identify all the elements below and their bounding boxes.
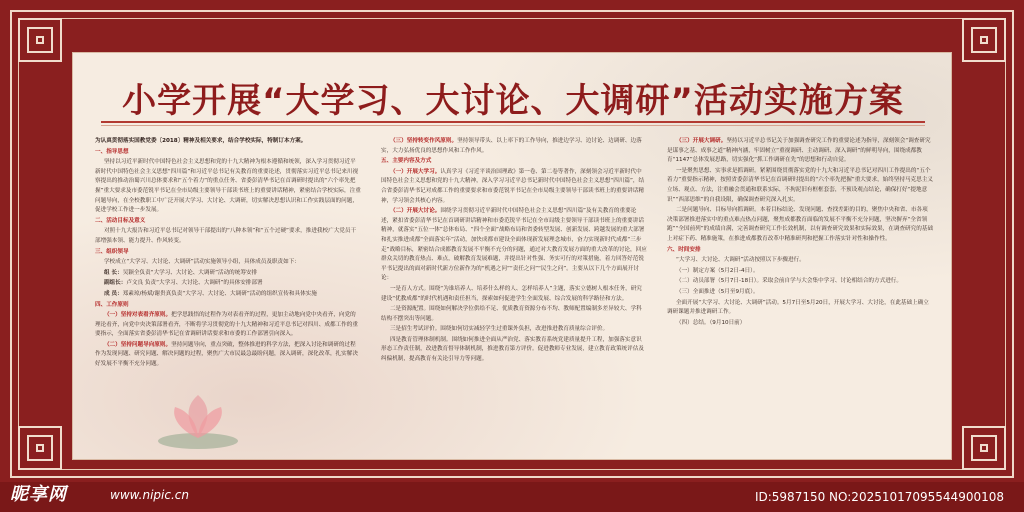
paragraph bbox=[95, 341, 361, 370]
member-label: 成 员： bbox=[103, 290, 123, 297]
section-heading: 三、组织领导 bbox=[95, 248, 129, 255]
sub-heading: （二）开展大讨论。 bbox=[389, 208, 441, 215]
deputy-line bbox=[95, 279, 361, 289]
paragraph-text: 围绕学习贯彻习近平新时代中国特色社会主义思想“四川篇”及有关教育的重要论述，紧扣省委彭清华书记在首调研讲话精神和市委范锐平书记在全市局级主要领导干部读书班上的重要讲话精神，就落实“五位一体”总体布局、“四个全面”战略布局和省委转型发展、创新发展、跨越发展的重大部署和扎实推进成都“全面落实年”活动，加快成都市建设全面体现新发展理念城市，奋力实现新时代成都“三步走”战略目标，紧密结合成都教育发展不平衡不充分的问题，通过对大教育发展方面的重大改革的讨论，回应群众关切的教育热点、难点，破解教育发展难题，并提出针对性强、务实可行的对策措施，着力回答好范锐平书记提出的面对新时代新方位新作为的“机遇之问”“责任之问”“民生之问”。主要从以下几个方面展开讨论： bbox=[381, 208, 647, 282]
section-heading: 二、活动目标及意义 bbox=[95, 217, 146, 224]
title-divider-thin bbox=[101, 125, 925, 126]
paragraph bbox=[95, 311, 361, 340]
leader-label: 组 长： bbox=[103, 269, 123, 276]
paragraph-text: 坚持问题导向，重点突破，整体推进的科学方法，把深入讨论和调研的过程作为发现问题、研究问题、解决问题的过程，聚焦广大市民最急最盼问题，深入调研，深化改革，扎实解决好发展不平衡不充分问题。 bbox=[95, 341, 358, 368]
sub-heading: （二）坚持问题导向原则。 bbox=[103, 341, 172, 348]
section-heading: 四、工作原则 bbox=[95, 301, 129, 308]
member-text: 郑素琼/杨斌/谢贵真负责“大学习、大讨论、大调研”活动的组织宣传和具体实施 bbox=[122, 290, 317, 297]
member-line bbox=[95, 290, 361, 300]
corner-ornament-top-left bbox=[18, 18, 62, 62]
paragraph: 一是聚焦思想、实事求是抓调研。紧紧围绕贯彻落实党的十九大和习近平总书记对四川工作提出的“五个着力”重要指示精神，按照省委彭清华书记在首调研时提出的“六个率先把握”重大要求，始终坚持马克思主义立场、观点、方法，注重融会贯通和联系实际，不拘泥旧有框框套套，不预设观点结论，确保打好“提地意识”“西部思维”的自我设限，确保调查研究深入扎实。 bbox=[667, 167, 933, 203]
paragraph bbox=[667, 137, 933, 166]
section-heading: 一、指导思想 bbox=[95, 148, 129, 155]
paragraph bbox=[381, 207, 647, 284]
deputy-label: 副组长： bbox=[103, 280, 127, 287]
text-column-2 bbox=[381, 137, 647, 453]
corner-ornament-bottom-left bbox=[18, 426, 62, 470]
content-panel bbox=[72, 52, 952, 460]
watermark-logo: 昵享网 bbox=[10, 484, 67, 505]
paragraph: 对照十九大报告和习近平总书记对领导干部提出的“八种本领”和“五个过硬”要求，推进我校广大党员干部增强本领、能力提升、作风转变。 bbox=[95, 228, 357, 244]
paragraph: 三是招生考试评价。围绕如何切实减轻学生过重课外负担，改进推进教育质量综合评价。 bbox=[389, 326, 609, 333]
intro-paragraph: 为认真贯彻落实国教党委〔2018〕精神及相关要求，结合学校实际，特制订本方案。 bbox=[95, 138, 307, 144]
paragraph-text: 坚持以习近平总书记关于加强调查研究工作的重要论述为指导，深刻领会“调查研究是谋事之基、成事之道”精神内涵，牢固树立“重视调研、主动调研、深入调研”的鲜明导向，围绕成都教育“1147”总体发展思路，切实强化“抓工作调研在先”的思想和行动自觉。 bbox=[667, 138, 931, 164]
paragraph: “大学习、大讨论、大调研”活动按照以下步骤进行。 bbox=[675, 257, 805, 264]
paragraph-text: 把学思践悟的过程作为对表看齐的过程，更加主动地向党中央看齐，向党的理论看齐，向党中央决策部署看齐，不断将学习贯彻党的十九大精神和习近平总书记对四川、成都工作的重要指示，全面落实省委彭清华书记在省调研讲话要求和市委的工作部署引向深入。 bbox=[95, 312, 358, 338]
sub-heading: （一）开展大学习。 bbox=[389, 168, 441, 175]
page-title: 小学开展“大学习、大讨论、大调研”活动实施方案 bbox=[122, 81, 904, 121]
section-heading: 五、主要内容及方式 bbox=[381, 158, 432, 165]
deputy-text: 卢文良 负责“大学习、大讨论、大调研”的具体安排部署 bbox=[126, 280, 263, 287]
schedule-item: （一）制定方案（5月2日-4日）。 bbox=[675, 267, 759, 274]
watermark-image-id: ID:5987150 NO:20251017095544900108 bbox=[754, 490, 1004, 504]
paragraph: 二是资源配置。围绕如何解决学位供给不足、优质教育资源分布不均、教师配置编制多差异较大、学科结构不摆突出等问题。 bbox=[381, 306, 642, 322]
sub-heading: （三）开展大调研。 bbox=[675, 138, 727, 144]
schedule-item: （四）总结。（9月10日前） bbox=[675, 319, 746, 326]
sub-heading: （三）坚持转变作风原则。 bbox=[389, 138, 458, 144]
title-divider bbox=[101, 121, 925, 123]
schedule-item: （三）全面推进（5月至9月底）。 bbox=[675, 288, 759, 295]
watermark-site: www.nipic.cn bbox=[110, 488, 189, 502]
corner-ornament-bottom-right bbox=[962, 426, 1006, 470]
paragraph: 二是问题导向、目标导向抓调研。本着目标结论、发现问题、查找差距的目的，聚焦中央和省、市各项决策部署推进落实中的重点难点热点问题，聚焦成都教育面临的发展不平衡不充分问题，坚决摒弃“全省领跑”“全国前列”的成绩自满，完善调查研究工作长效机制，以有调查研究效果和实际效果，在调查研究的基础上对症下药、精准施策，在推进成都教育改革中精准研判和把握工作落实针对性和操作性。 bbox=[667, 207, 933, 242]
section-heading: 六、时间安排 bbox=[667, 246, 701, 253]
leader-line bbox=[95, 269, 361, 279]
paragraph: 一是育人方式。围绕“为谁培养人、培养什么样的人、怎样培养人”主题，落实立德树人根本任务，研究建设“优教成都”的时代机遇和责任担当，探索如何促进学生全面发展、综合发展的科学路径和方法。 bbox=[381, 285, 642, 302]
schedule-item: （二）动员部署（5月7日-18日）。采取会前自学与大会集中学习、讨论相结合的方式进行。 bbox=[675, 278, 902, 285]
paragraph bbox=[381, 137, 647, 156]
sub-heading: （一）坚持对表看齐原则。 bbox=[103, 312, 172, 319]
paragraph: 学校成立“大学习、大讨论、大调研”活动实施领导小组，具体成员及职责如下： bbox=[103, 259, 300, 266]
paragraph: 四是教育管理体制机制。围绕如何推进全面从严治党、落实教育系统党建质量提升工程，加强落实意识形态工作责任制，改进教育督导体制机制，推进教育第方评价。促进教师专业发展，建立教育政策统评估及纠偏机制，提高教育有关论引导力等问题。 bbox=[381, 336, 644, 363]
paragraph-text: 认真学习《习近平谈治国理政》第一卷、第二卷等著作，深刻领会习近平新时代中国特色社会主义思想和党的十九大精神，深入学习习近平总书记新时代中国特色社会主义思想“四川篇”，结合省委彭清华书记对成都工作的重要要求和市委范锐平书记在全市局级主要领导干部读书班上的重要讲话精神，学习领会其核心内容。 bbox=[381, 168, 645, 204]
corner-ornament-top-right bbox=[962, 18, 1006, 62]
leader-text: 吴颖全负责“大学习、大讨论、大调研”活动的统筹安排 bbox=[122, 269, 258, 276]
paragraph: 全面开展“大学习、大讨论、大调研”活动。5月7日至5月20日，开展大学习、大讨论，在此基础上确立调研课题并推进调研工作。 bbox=[667, 299, 929, 316]
text-column-3 bbox=[667, 137, 933, 453]
paragraph: 坚持以习近平新时代中国特色社会主义思想和党的十九大精神为根本遵循和统领，深入学习贯彻习近平新时代中国特色社会主义思想“四川篇”和习近平总书记有关教育的重要论述，贯彻落实习近平总书记来川视察提出的推动治蜀兴川总体要求和“五个着力”的重点任务、省委彭清华书记在首调研时提出的“六个率先把握”重大要求及市委范锐平书记在全市局级主要领导干部读书班上的重要讲话精神，紧密结合学校实际，注重问题导向，在全校教职工中广泛开展大学习、大讨论、大调研，切实解决思想认识和工作实践层面的问题，促进学校工作进一步发展。 bbox=[95, 159, 361, 214]
paragraph bbox=[381, 168, 647, 206]
text-column-1 bbox=[95, 137, 361, 453]
paragraph-text: 坚持领导带头、以上率下的工作导向，推进边学习、边讨论、边调研、边落实，大力弘扬优良的思想作风和工作作风。 bbox=[381, 138, 642, 154]
